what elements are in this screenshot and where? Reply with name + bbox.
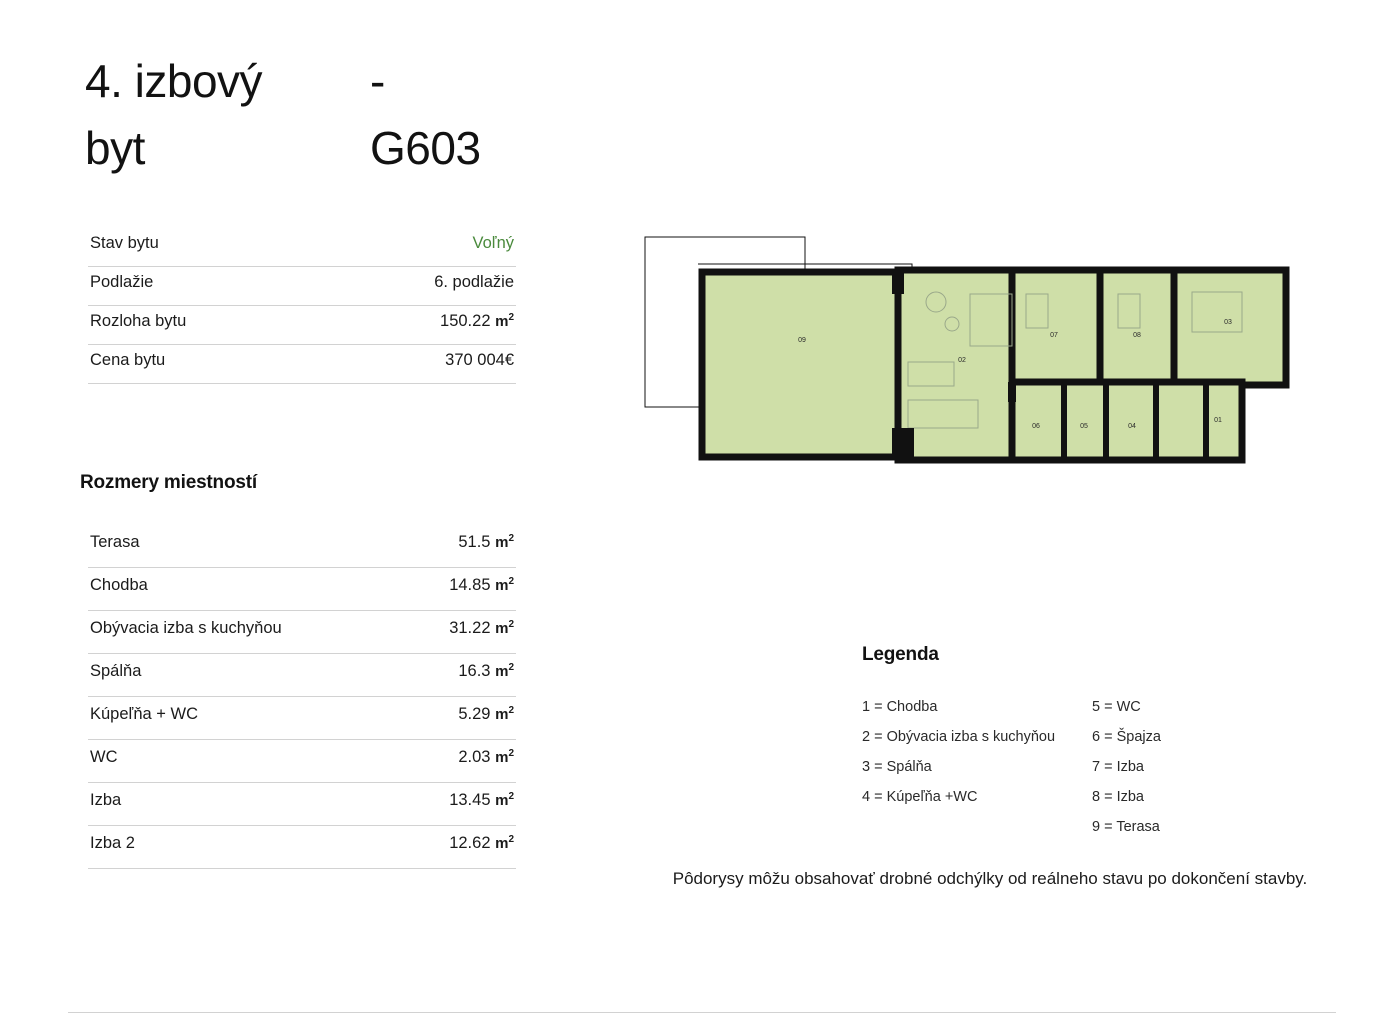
room-value <box>458 748 514 767</box>
plan-label-05: 05 <box>1080 423 1088 430</box>
room-terrace <box>702 272 902 457</box>
table-row <box>88 826 516 869</box>
table-row <box>88 345 516 384</box>
plan-label-09: 09 <box>798 337 806 344</box>
info-value: 6. podlažie <box>434 273 514 291</box>
table-row <box>88 525 516 568</box>
legend-item: 7 = Izba <box>1092 759 1144 775</box>
page-title-line-2 <box>85 115 705 182</box>
apartment-info-table <box>88 232 516 384</box>
room-number: 14.85 <box>449 576 491 594</box>
plan-label-04: 04 <box>1128 423 1136 430</box>
room-value <box>458 705 514 724</box>
legend-heading: Legenda <box>862 644 939 665</box>
room-label: Izba 2 <box>90 834 135 852</box>
page-title-type: 4. izbový <box>85 55 263 107</box>
table-row <box>88 654 516 697</box>
unit-square-meters: $m^2$ <box>495 312 514 330</box>
legend-item: 2 = Obývacia izba s kuchyňou <box>862 729 1056 745</box>
table-row <box>88 306 516 345</box>
plan-label-08: 08 <box>1133 332 1141 339</box>
unit-square-meters: $m^2$ <box>495 576 514 594</box>
status-badge: Voľný <box>472 234 514 252</box>
table-row <box>88 783 516 826</box>
room-value <box>449 576 514 595</box>
room-number: 12.62 <box>449 834 491 852</box>
floor-plan-drawing <box>640 232 1300 482</box>
info-number: 150.22 <box>440 312 491 330</box>
plan-label-01: 01 <box>1214 417 1222 424</box>
room-label: Izba <box>90 791 122 809</box>
room-number: 2.03 <box>458 748 491 766</box>
floor-plan <box>640 232 1300 482</box>
legend-item: 3 = Spálňa <box>862 759 932 775</box>
table-row <box>88 697 516 740</box>
page-title-unit-code: G603 <box>370 121 481 174</box>
info-label: Rozloha bytu <box>90 312 187 330</box>
room-value <box>458 662 514 681</box>
room-value <box>449 834 514 853</box>
room-number: 16.3 <box>458 662 491 680</box>
legend-item: 9 = Terasa <box>1092 819 1160 835</box>
room-dimensions-table <box>88 525 516 869</box>
info-value <box>440 312 514 331</box>
info-label: Podlažie <box>90 273 154 291</box>
room-label: Terasa <box>90 533 140 551</box>
plan-label-06: 06 <box>1032 423 1040 430</box>
room-number: 13.45 <box>449 791 491 809</box>
legend <box>862 692 1322 842</box>
room-label: Chodba <box>90 576 148 594</box>
unit-square-meters: $m^2$ <box>495 791 514 809</box>
page-title-unit-word: byt <box>85 121 145 174</box>
legend-item: 1 = Chodba <box>862 699 938 715</box>
legend-column-left <box>862 692 1092 842</box>
info-value-price: 370 004€ <box>445 351 514 369</box>
page-title <box>85 48 705 181</box>
room-number: 31.22 <box>449 619 491 637</box>
table-row <box>88 232 516 267</box>
info-label: Stav bytu <box>90 234 159 252</box>
table-row <box>88 611 516 654</box>
room-label: Obývacia izba s kuchyňou <box>90 619 282 637</box>
room-value <box>449 791 514 810</box>
page-title-line-1 <box>85 48 705 115</box>
plan-label-02: 02 <box>958 357 966 364</box>
legend-item: 8 = Izba <box>1092 789 1144 805</box>
unit-square-meters: $m^2$ <box>495 662 514 680</box>
room-number: 51.5 <box>458 533 491 551</box>
rooms-section-heading: Rozmery miestností <box>80 472 257 493</box>
plan-label-03: 03 <box>1224 319 1232 326</box>
room-number: 5.29 <box>458 705 491 723</box>
room-label: WC <box>90 748 118 766</box>
unit-square-meters: $m^2$ <box>495 748 514 766</box>
unit-square-meters: $m^2$ <box>495 533 514 551</box>
room-label: Spálňa <box>90 662 142 680</box>
table-row <box>88 740 516 783</box>
legend-item: 5 = WC <box>1092 699 1141 715</box>
room-label: Kúpeľňa + WC <box>90 705 198 723</box>
disclaimer-text: Pôdorysy môžu obsahovať drobné odchýlky od reálneho stavu po dokončení stavby. <box>672 869 1308 888</box>
legend-column-right <box>1092 692 1322 842</box>
plan-label-07: 07 <box>1050 332 1058 339</box>
page-title-dash: - <box>370 55 385 107</box>
legend-item: 4 = Kúpeľňa +WC <box>862 789 978 805</box>
table-row <box>88 267 516 306</box>
table-row <box>88 568 516 611</box>
unit-square-meters: $m^2$ <box>495 834 514 852</box>
unit-square-meters: $m^2$ <box>495 619 514 637</box>
info-label: Cena bytu <box>90 351 166 369</box>
legend-item: 6 = Špajza <box>1092 729 1161 745</box>
room-03 <box>1174 270 1286 385</box>
footer-divider <box>68 1012 1336 1013</box>
room-value <box>449 619 514 638</box>
unit-square-meters: $m^2$ <box>495 705 514 723</box>
room-value <box>458 533 514 552</box>
